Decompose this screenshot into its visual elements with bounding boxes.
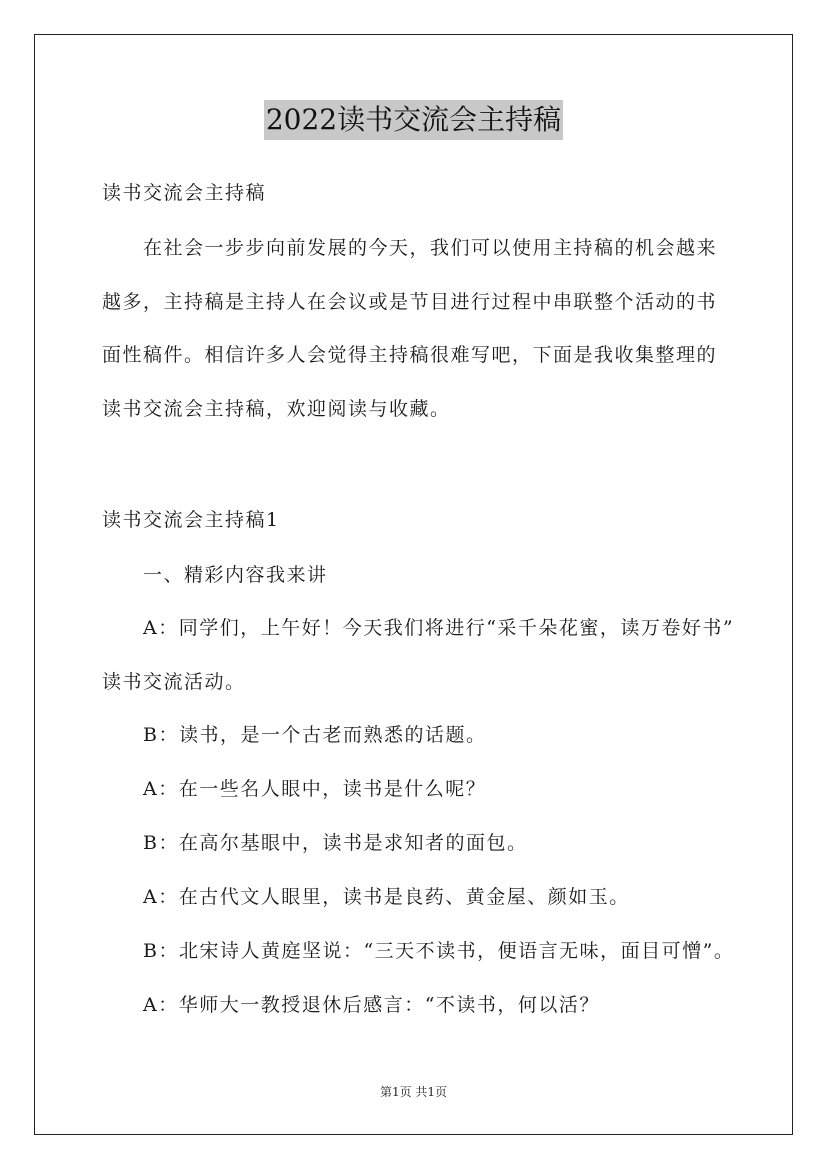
dialogue-line: A：同学们，上午好！今天我们将进行“采千朵花蜜，读万卷好书” (143, 617, 735, 639)
document-title: 2022读书交流会主持稿 (264, 100, 563, 140)
page-footer: 第1页 共1页 (379, 1085, 448, 1099)
dialogue-line: 读书交流活动。 (102, 671, 246, 693)
subtitle-line: 读书交流会主持稿 (102, 182, 267, 204)
dialogue-line: A：在一些名人眼中，读书是什么呢？ (143, 778, 487, 800)
intro-line-4: 读书交流会主持稿，欢迎阅读与收藏。 (102, 398, 451, 420)
dialogue-line: B：读书，是一个古老而熟悉的话题。 (143, 724, 487, 746)
part-heading: 一、精彩内容我来讲 (143, 564, 328, 586)
intro-line-2: 越多，主持稿是主持人在会议或是节目进行过程中串联整个活动的书 (102, 291, 718, 313)
intro-line-1: 在社会一步步向前发展的今天，我们可以使用主持稿的机会越来 (143, 237, 718, 259)
section-heading: 读书交流会主持稿1 (102, 509, 280, 531)
intro-line-3: 面性稿件。相信许多人会觉得主持稿很难写吧，下面是我收集整理的 (102, 344, 718, 366)
title-container (0, 100, 827, 140)
dialogue-line: A：华师大一教授退休后感言：“不读书，何以活？ (143, 994, 600, 1016)
dialogue-line: B：在高尔基眼中，读书是求知者的面包。 (143, 832, 528, 854)
dialogue-line: A：在古代文人眼里，读书是良药、黄金屋、颜如玉。 (143, 886, 630, 908)
dialogue-line: B：北宋诗人黄庭坚说：“三天不读书，便语言无味，面目可憎”。 (143, 940, 735, 962)
